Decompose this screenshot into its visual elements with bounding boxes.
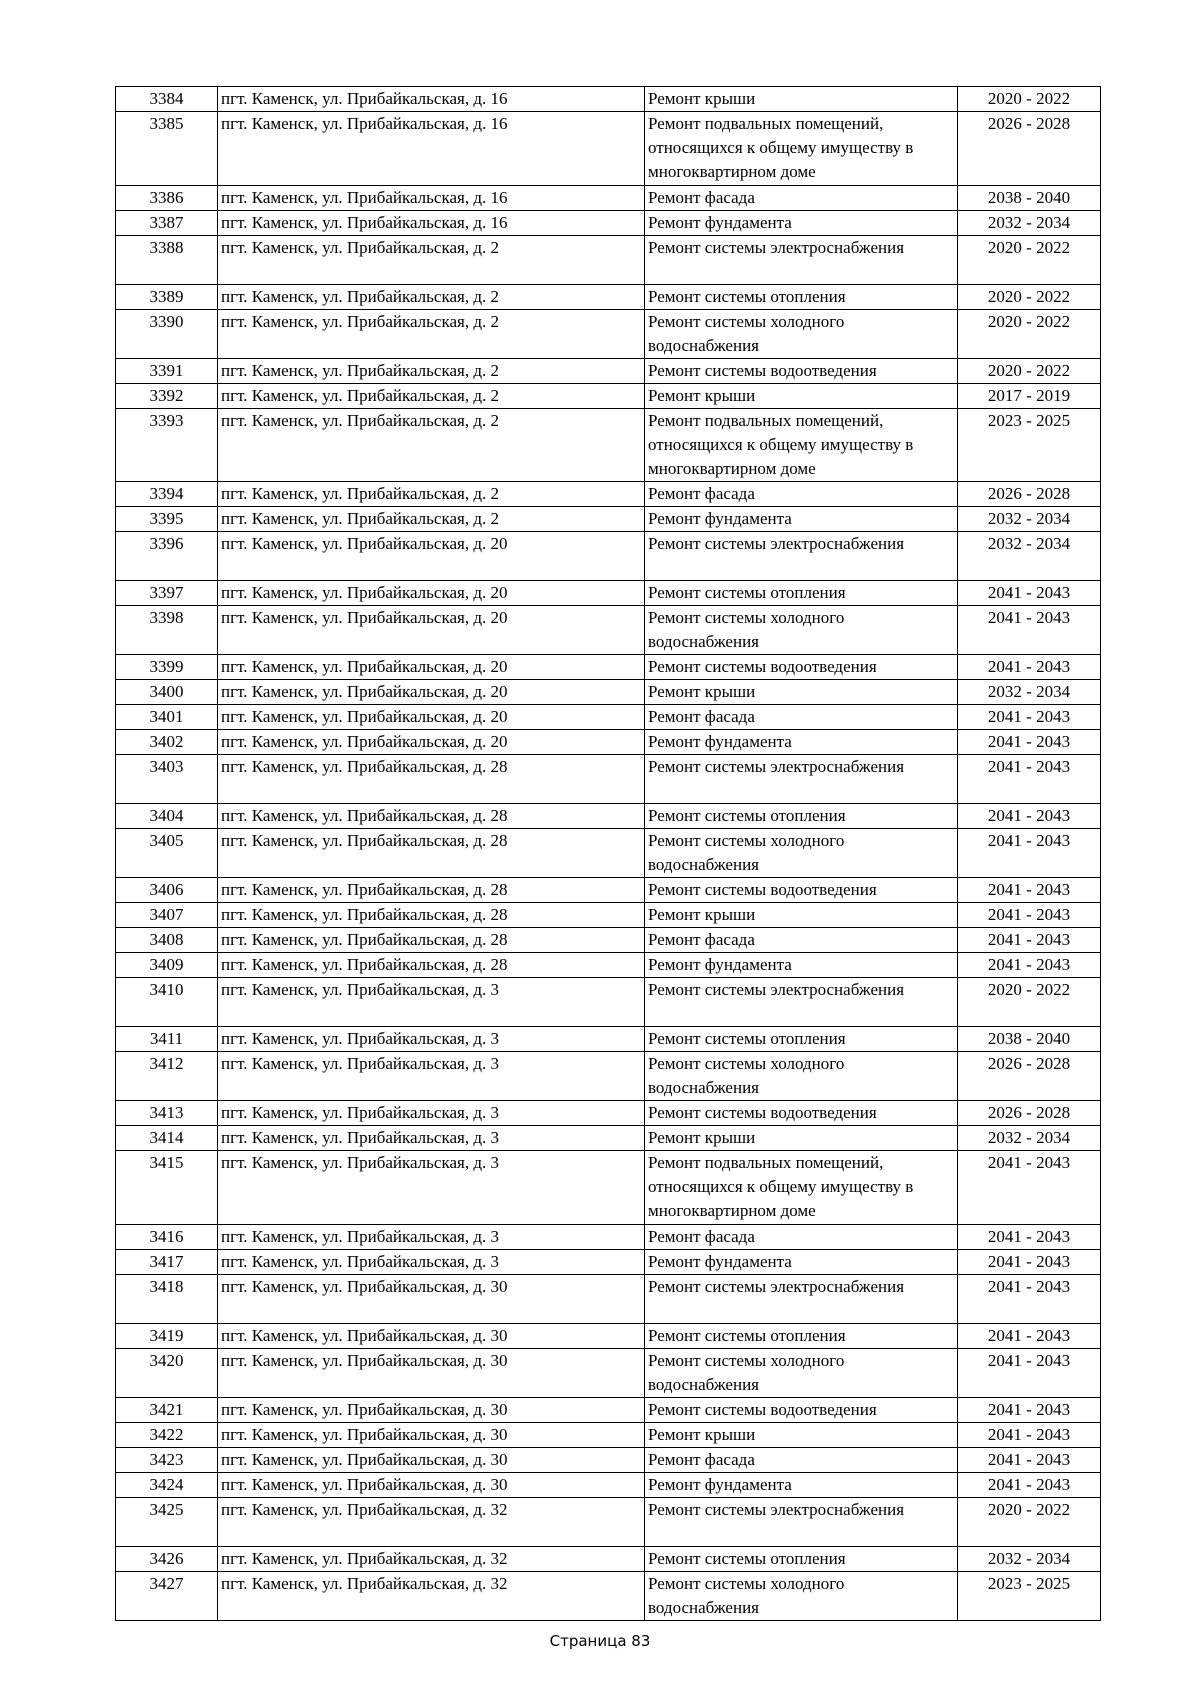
row-number: 3387 — [116, 210, 218, 235]
address-cell: пгт. Каменск, ул. Прибайкальская, д. 20 — [218, 532, 645, 581]
work-type-cell: Ремонт системы водоотведения — [645, 878, 958, 903]
address-cell: пгт. Каменск, ул. Прибайкальская, д. 28 — [218, 903, 645, 928]
period-cell: 2041 - 2043 — [958, 606, 1101, 655]
work-type-cell: Ремонт фасада — [645, 185, 958, 210]
work-type-cell: Ремонт системы отопления — [645, 284, 958, 309]
period-cell: 2041 - 2043 — [958, 730, 1101, 755]
period-cell: 2041 - 2043 — [958, 581, 1101, 606]
address-cell: пгт. Каменск, ул. Прибайкальская, д. 2 — [218, 284, 645, 309]
table-row — [116, 235, 1101, 284]
work-type-cell: Ремонт фасада — [645, 1224, 958, 1249]
work-type-cell: Ремонт фасада — [645, 1447, 958, 1472]
period-cell: 2020 - 2022 — [958, 87, 1101, 112]
work-type-cell: Ремонт системы водоотведения — [645, 358, 958, 383]
address-cell: пгт. Каменск, ул. Прибайкальская, д. 16 — [218, 87, 645, 112]
period-cell: 2041 - 2043 — [958, 903, 1101, 928]
work-type-cell: Ремонт фасада — [645, 928, 958, 953]
row-number: 3422 — [116, 1422, 218, 1447]
work-type-cell: Ремонт системы водоотведения — [645, 1101, 958, 1126]
table-row — [116, 581, 1101, 606]
period-cell: 2026 - 2028 — [958, 1101, 1101, 1126]
row-number: 3411 — [116, 1027, 218, 1052]
work-type-cell: Ремонт системы водоотведения — [645, 1397, 958, 1422]
period-cell: 2026 - 2028 — [958, 482, 1101, 507]
row-number: 3425 — [116, 1497, 218, 1546]
period-cell: 2023 - 2025 — [958, 408, 1101, 482]
table-row — [116, 185, 1101, 210]
row-number: 3386 — [116, 185, 218, 210]
work-type-cell: Ремонт системы отопления — [645, 1323, 958, 1348]
table-row — [116, 730, 1101, 755]
table-row — [116, 309, 1101, 358]
work-type-cell: Ремонт подвальных помещений, относящихся к общему имуществу в многоквартирном доме — [645, 112, 958, 186]
table-row — [116, 1397, 1101, 1422]
work-type-cell: Ремонт системы отопления — [645, 1027, 958, 1052]
address-cell: пгт. Каменск, ул. Прибайкальская, д. 3 — [218, 1249, 645, 1274]
work-type-cell: Ремонт крыши — [645, 1422, 958, 1447]
work-type-cell: Ремонт системы холодного водоснабжения — [645, 829, 958, 878]
period-cell: 2041 - 2043 — [958, 878, 1101, 903]
address-cell: пгт. Каменск, ул. Прибайкальская, д. 3 — [218, 1052, 645, 1101]
table-row — [116, 532, 1101, 581]
table-row — [116, 1571, 1101, 1620]
work-type-cell: Ремонт системы электроснабжения — [645, 1274, 958, 1323]
address-cell: пгт. Каменск, ул. Прибайкальская, д. 28 — [218, 928, 645, 953]
address-cell: пгт. Каменск, ул. Прибайкальская, д. 3 — [218, 1027, 645, 1052]
address-cell: пгт. Каменск, ул. Прибайкальская, д. 3 — [218, 1126, 645, 1151]
work-type-cell: Ремонт фасада — [645, 482, 958, 507]
period-cell: 2041 - 2043 — [958, 1224, 1101, 1249]
address-cell: пгт. Каменск, ул. Прибайкальская, д. 2 — [218, 358, 645, 383]
work-type-cell: Ремонт системы отопления — [645, 581, 958, 606]
address-cell: пгт. Каменск, ул. Прибайкальская, д. 2 — [218, 408, 645, 482]
row-number: 3395 — [116, 507, 218, 532]
address-cell: пгт. Каменск, ул. Прибайкальская, д. 32 — [218, 1546, 645, 1571]
work-type-cell: Ремонт системы водоотведения — [645, 655, 958, 680]
address-cell: пгт. Каменск, ул. Прибайкальская, д. 28 — [218, 953, 645, 978]
address-cell: пгт. Каменск, ул. Прибайкальская, д. 20 — [218, 581, 645, 606]
address-cell: пгт. Каменск, ул. Прибайкальская, д. 20 — [218, 680, 645, 705]
table-body — [116, 87, 1101, 1621]
address-cell: пгт. Каменск, ул. Прибайкальская, д. 2 — [218, 507, 645, 532]
row-number: 3393 — [116, 408, 218, 482]
work-type-cell: Ремонт фундамента — [645, 1249, 958, 1274]
period-cell: 2038 - 2040 — [958, 185, 1101, 210]
table-row — [116, 804, 1101, 829]
repair-schedule-table — [115, 86, 1101, 1621]
work-type-cell: Ремонт подвальных помещений, относящихся к общему имуществу в многоквартирном доме — [645, 1151, 958, 1225]
period-cell: 2041 - 2043 — [958, 1472, 1101, 1497]
table-row — [116, 878, 1101, 903]
address-cell: пгт. Каменск, ул. Прибайкальская, д. 28 — [218, 755, 645, 804]
row-number: 3417 — [116, 1249, 218, 1274]
table-row — [116, 1497, 1101, 1546]
work-type-cell: Ремонт фундамента — [645, 730, 958, 755]
address-cell: пгт. Каменск, ул. Прибайкальская, д. 16 — [218, 210, 645, 235]
period-cell: 2020 - 2022 — [958, 358, 1101, 383]
row-number: 3412 — [116, 1052, 218, 1101]
work-type-cell: Ремонт системы отопления — [645, 804, 958, 829]
period-cell: 2041 - 2043 — [958, 1151, 1101, 1225]
row-number: 3400 — [116, 680, 218, 705]
row-number: 3413 — [116, 1101, 218, 1126]
period-cell: 2041 - 2043 — [958, 829, 1101, 878]
table-row — [116, 606, 1101, 655]
work-type-cell: Ремонт крыши — [645, 383, 958, 408]
table-row — [116, 1249, 1101, 1274]
period-cell: 2023 - 2025 — [958, 1571, 1101, 1620]
row-number: 3398 — [116, 606, 218, 655]
row-number: 3392 — [116, 383, 218, 408]
table-row — [116, 1101, 1101, 1126]
row-number: 3421 — [116, 1397, 218, 1422]
row-number: 3419 — [116, 1323, 218, 1348]
table-row — [116, 383, 1101, 408]
table-row — [116, 755, 1101, 804]
period-cell: 2032 - 2034 — [958, 210, 1101, 235]
period-cell: 2020 - 2022 — [958, 978, 1101, 1027]
address-cell: пгт. Каменск, ул. Прибайкальская, д. 30 — [218, 1422, 645, 1447]
address-cell: пгт. Каменск, ул. Прибайкальская, д. 30 — [218, 1323, 645, 1348]
period-cell: 2041 - 2043 — [958, 1447, 1101, 1472]
row-number: 3426 — [116, 1546, 218, 1571]
row-number: 3384 — [116, 87, 218, 112]
table-row — [116, 112, 1101, 186]
work-type-cell: Ремонт системы холодного водоснабжения — [645, 1571, 958, 1620]
work-type-cell: Ремонт системы холодного водоснабжения — [645, 1348, 958, 1397]
period-cell: 2026 - 2028 — [958, 1052, 1101, 1101]
row-number: 3391 — [116, 358, 218, 383]
work-type-cell: Ремонт системы холодного водоснабжения — [645, 1052, 958, 1101]
row-number: 3394 — [116, 482, 218, 507]
row-number: 3416 — [116, 1224, 218, 1249]
work-type-cell: Ремонт системы отопления — [645, 1546, 958, 1571]
work-type-cell: Ремонт крыши — [645, 903, 958, 928]
address-cell: пгт. Каменск, ул. Прибайкальская, д. 3 — [218, 1101, 645, 1126]
period-cell: 2041 - 2043 — [958, 1397, 1101, 1422]
table-row — [116, 1546, 1101, 1571]
table-row — [116, 87, 1101, 112]
address-cell: пгт. Каменск, ул. Прибайкальская, д. 2 — [218, 309, 645, 358]
table-row — [116, 705, 1101, 730]
table-row — [116, 1348, 1101, 1397]
address-cell: пгт. Каменск, ул. Прибайкальская, д. 32 — [218, 1497, 645, 1546]
address-cell: пгт. Каменск, ул. Прибайкальская, д. 30 — [218, 1397, 645, 1422]
row-number: 3399 — [116, 655, 218, 680]
address-cell: пгт. Каменск, ул. Прибайкальская, д. 2 — [218, 482, 645, 507]
work-type-cell: Ремонт системы электроснабжения — [645, 532, 958, 581]
period-cell: 2017 - 2019 — [958, 383, 1101, 408]
address-cell: пгт. Каменск, ул. Прибайкальская, д. 2 — [218, 383, 645, 408]
period-cell: 2041 - 2043 — [958, 953, 1101, 978]
table-row — [116, 358, 1101, 383]
work-type-cell: Ремонт системы электроснабжения — [645, 978, 958, 1027]
period-cell: 2032 - 2034 — [958, 1126, 1101, 1151]
row-number: 3414 — [116, 1126, 218, 1151]
row-number: 3401 — [116, 705, 218, 730]
period-cell: 2041 - 2043 — [958, 1274, 1101, 1323]
table-row — [116, 1151, 1101, 1225]
table-row — [116, 507, 1101, 532]
table-row — [116, 680, 1101, 705]
row-number: 3408 — [116, 928, 218, 953]
period-cell: 2041 - 2043 — [958, 1422, 1101, 1447]
table-row — [116, 284, 1101, 309]
table-row — [116, 1422, 1101, 1447]
row-number: 3397 — [116, 581, 218, 606]
address-cell: пгт. Каменск, ул. Прибайкальская, д. 20 — [218, 705, 645, 730]
table-row — [116, 903, 1101, 928]
row-number: 3409 — [116, 953, 218, 978]
work-type-cell: Ремонт фундамента — [645, 507, 958, 532]
work-type-cell: Ремонт системы электроснабжения — [645, 235, 958, 284]
period-cell: 2020 - 2022 — [958, 1497, 1101, 1546]
address-cell: пгт. Каменск, ул. Прибайкальская, д. 30 — [218, 1274, 645, 1323]
row-number: 3403 — [116, 755, 218, 804]
period-cell: 2041 - 2043 — [958, 1323, 1101, 1348]
work-type-cell: Ремонт крыши — [645, 1126, 958, 1151]
address-cell: пгт. Каменск, ул. Прибайкальская, д. 30 — [218, 1447, 645, 1472]
table-row — [116, 1323, 1101, 1348]
table-row — [116, 928, 1101, 953]
address-cell: пгт. Каменск, ул. Прибайкальская, д. 28 — [218, 829, 645, 878]
table-row — [116, 408, 1101, 482]
row-number: 3385 — [116, 112, 218, 186]
period-cell: 2041 - 2043 — [958, 804, 1101, 829]
work-type-cell: Ремонт подвальных помещений, относящихся к общему имуществу в многоквартирном доме — [645, 408, 958, 482]
work-type-cell: Ремонт крыши — [645, 87, 958, 112]
table-row — [116, 1027, 1101, 1052]
period-cell: 2020 - 2022 — [958, 284, 1101, 309]
row-number: 3388 — [116, 235, 218, 284]
row-number: 3423 — [116, 1447, 218, 1472]
table-row — [116, 978, 1101, 1027]
address-cell: пгт. Каменск, ул. Прибайкальская, д. 3 — [218, 978, 645, 1027]
row-number: 3396 — [116, 532, 218, 581]
table-row — [116, 210, 1101, 235]
period-cell: 2032 - 2034 — [958, 532, 1101, 581]
address-cell: пгт. Каменск, ул. Прибайкальская, д. 32 — [218, 1571, 645, 1620]
work-type-cell: Ремонт системы холодного водоснабжения — [645, 309, 958, 358]
row-number: 3424 — [116, 1472, 218, 1497]
table-row — [116, 1052, 1101, 1101]
row-number: 3407 — [116, 903, 218, 928]
row-number: 3418 — [116, 1274, 218, 1323]
address-cell: пгт. Каменск, ул. Прибайкальская, д. 30 — [218, 1472, 645, 1497]
period-cell: 2026 - 2028 — [958, 112, 1101, 186]
work-type-cell: Ремонт фасада — [645, 705, 958, 730]
period-cell: 2032 - 2034 — [958, 507, 1101, 532]
table-row — [116, 1447, 1101, 1472]
table-row — [116, 482, 1101, 507]
address-cell: пгт. Каменск, ул. Прибайкальская, д. 16 — [218, 185, 645, 210]
address-cell: пгт. Каменск, ул. Прибайкальская, д. 30 — [218, 1348, 645, 1397]
period-cell: 2041 - 2043 — [958, 1249, 1101, 1274]
period-cell: 2032 - 2034 — [958, 680, 1101, 705]
work-type-cell: Ремонт системы электроснабжения — [645, 1497, 958, 1546]
address-cell: пгт. Каменск, ул. Прибайкальская, д. 3 — [218, 1151, 645, 1225]
period-cell: 2041 - 2043 — [958, 705, 1101, 730]
table-row — [116, 829, 1101, 878]
address-cell: пгт. Каменск, ул. Прибайкальская, д. 20 — [218, 606, 645, 655]
row-number: 3420 — [116, 1348, 218, 1397]
period-cell: 2041 - 2043 — [958, 928, 1101, 953]
table-row — [116, 655, 1101, 680]
period-cell: 2041 - 2043 — [958, 655, 1101, 680]
page-number: Страница 83 — [549, 1632, 651, 1650]
period-cell: 2041 - 2043 — [958, 1348, 1101, 1397]
row-number: 3405 — [116, 829, 218, 878]
row-number: 3402 — [116, 730, 218, 755]
work-type-cell: Ремонт фундамента — [645, 1472, 958, 1497]
row-number: 3410 — [116, 978, 218, 1027]
row-number: 3415 — [116, 1151, 218, 1225]
address-cell: пгт. Каменск, ул. Прибайкальская, д. 28 — [218, 878, 645, 903]
work-type-cell: Ремонт системы холодного водоснабжения — [645, 606, 958, 655]
table-row — [116, 1126, 1101, 1151]
address-cell: пгт. Каменск, ул. Прибайкальская, д. 2 — [218, 235, 645, 284]
period-cell: 2041 - 2043 — [958, 755, 1101, 804]
address-cell: пгт. Каменск, ул. Прибайкальская, д. 28 — [218, 804, 645, 829]
work-type-cell: Ремонт системы электроснабжения — [645, 755, 958, 804]
table-row — [116, 953, 1101, 978]
work-type-cell: Ремонт крыши — [645, 680, 958, 705]
table-row — [116, 1224, 1101, 1249]
period-cell: 2020 - 2022 — [958, 235, 1101, 284]
period-cell: 2020 - 2022 — [958, 309, 1101, 358]
row-number: 3406 — [116, 878, 218, 903]
row-number: 3404 — [116, 804, 218, 829]
address-cell: пгт. Каменск, ул. Прибайкальская, д. 20 — [218, 655, 645, 680]
table-row — [116, 1274, 1101, 1323]
address-cell: пгт. Каменск, ул. Прибайкальская, д. 20 — [218, 730, 645, 755]
work-type-cell: Ремонт фундамента — [645, 210, 958, 235]
address-cell: пгт. Каменск, ул. Прибайкальская, д. 16 — [218, 112, 645, 186]
work-type-cell: Ремонт фундамента — [645, 953, 958, 978]
row-number: 3389 — [116, 284, 218, 309]
row-number: 3390 — [116, 309, 218, 358]
address-cell: пгт. Каменск, ул. Прибайкальская, д. 3 — [218, 1224, 645, 1249]
period-cell: 2038 - 2040 — [958, 1027, 1101, 1052]
row-number: 3427 — [116, 1571, 218, 1620]
period-cell: 2032 - 2034 — [958, 1546, 1101, 1571]
table-row — [116, 1472, 1101, 1497]
